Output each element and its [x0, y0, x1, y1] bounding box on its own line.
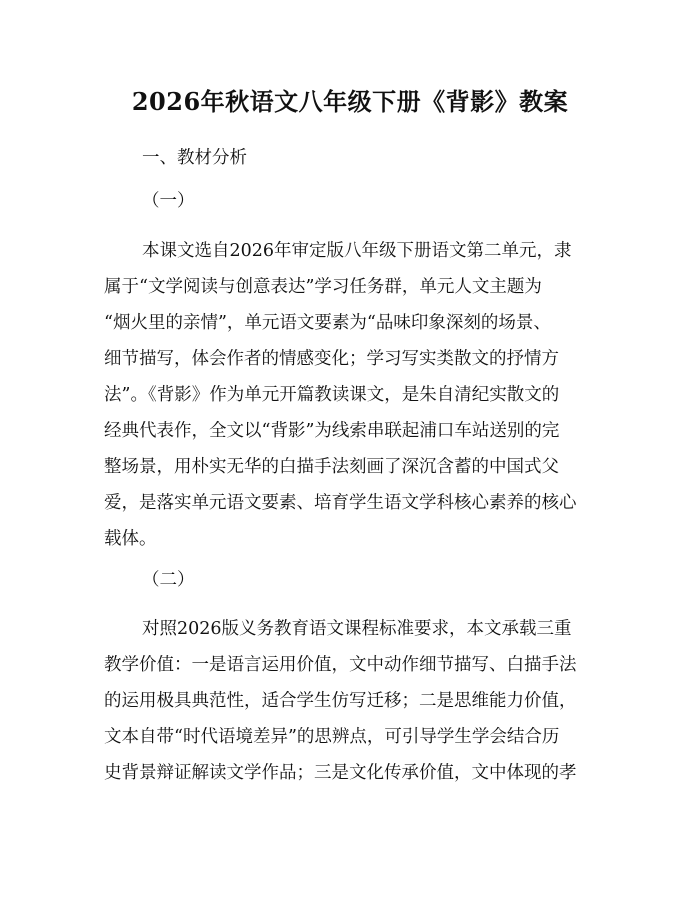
- paragraph-line: 经典代表作，全文以“背影”为线索串联起浦口车站送别的完: [104, 421, 560, 441]
- paragraph-line: 对照2026版义务教育语文课程标准要求，本文承载三重: [142, 619, 572, 639]
- paragraph-line: 载体。: [104, 529, 157, 549]
- paragraph-line: 属于“文学阅读与创意表达”学习任务群，单元人文主题为: [104, 277, 542, 297]
- paragraph-line: 史背景辩证解读文学作品；三是文化传承价值，文中体现的孝: [104, 763, 577, 783]
- paragraph-line: 本课文选自2026年审定版八年级下册语文第二单元，隶: [142, 241, 572, 261]
- paragraph-line: 爱，是落实单元语文要素、培育学生语文学科核心素养的核心: [104, 493, 577, 513]
- paragraph-line: 细节描写，体会作者的情感变化；学习写实类散文的抒情方: [104, 349, 559, 369]
- subsection-heading: （一）: [142, 191, 195, 211]
- document-title: 2026年秋语文八年级下册《背影》教案: [131, 87, 569, 116]
- paragraph-line: 文本自带“时代语境差异”的思辨点，可引导学生学会结合历: [104, 727, 560, 747]
- paragraph-line: 法”。《背影》作为单元开篇教读课文，是朱自清纪实散文的: [104, 385, 560, 405]
- paragraph-line: 的运用极具典范性，适合学生仿写迁移；二是思维能力价值，: [104, 691, 577, 711]
- section-heading: 一、教材分析: [142, 148, 247, 168]
- paragraph-line: 整场景，用朴实无华的白描手法刻画了深沉含蓄的中国式父: [104, 457, 559, 477]
- paragraph-line: “烟火里的亲情”，单元语文要素为“品味印象深刻的场景、: [104, 313, 551, 333]
- subsection-heading: （二）: [142, 570, 195, 590]
- paragraph-line: 教学价值：一是语言运用价值，文中动作细节描写、白描手法: [104, 655, 577, 675]
